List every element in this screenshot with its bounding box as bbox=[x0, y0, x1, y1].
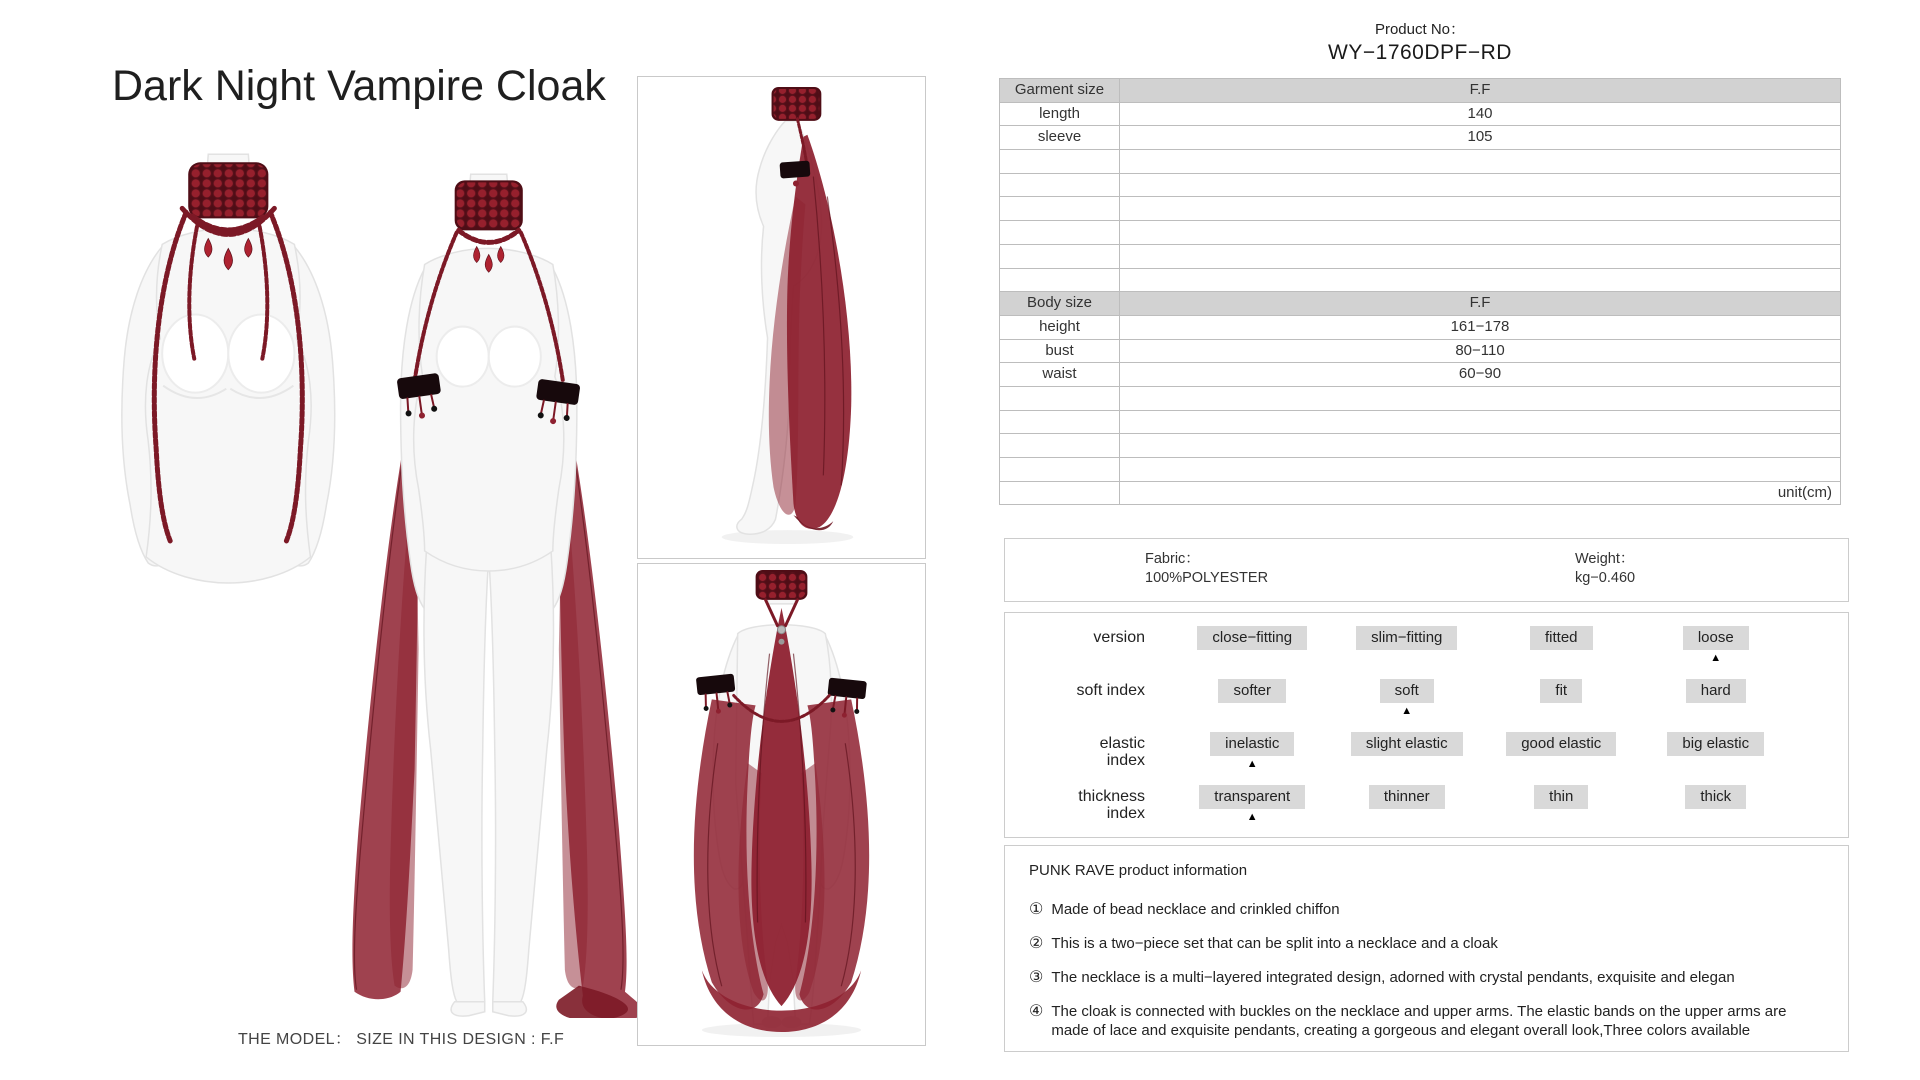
empty-row bbox=[1000, 434, 1841, 458]
empty-row bbox=[1000, 244, 1841, 268]
selected-marker-icon bbox=[1639, 811, 1794, 826]
item-number: ③ bbox=[1029, 969, 1044, 986]
mannequin-full-cloak bbox=[352, 174, 643, 1018]
matrix-option: inelastic bbox=[1210, 732, 1294, 756]
selected-marker-icon bbox=[1639, 705, 1794, 720]
product-info-item bbox=[1029, 1002, 1824, 1040]
selected-marker-icon bbox=[1484, 811, 1639, 826]
empty-row bbox=[1000, 386, 1841, 410]
matrix-option: thinner bbox=[1369, 785, 1445, 809]
fabric-weight-panel bbox=[1004, 538, 1849, 602]
selected-marker-icon bbox=[1484, 652, 1639, 667]
matrix-row-soft-index bbox=[1005, 679, 1793, 732]
matrix-option: good elastic bbox=[1506, 732, 1616, 756]
selected-marker-icon: ▲ bbox=[1246, 811, 1258, 823]
selected-marker-icon bbox=[1330, 652, 1485, 667]
matrix-option: fitted bbox=[1530, 626, 1593, 650]
body-size-header-value: F.F bbox=[1120, 292, 1841, 316]
unit-row bbox=[1000, 481, 1841, 505]
garment-size-header-label: Garment size bbox=[1000, 79, 1120, 103]
model-size-note: THE MODEL： SIZE IN THIS DESIGN : F.F bbox=[238, 1031, 565, 1048]
product-info-panel bbox=[1004, 845, 1849, 1052]
selected-marker-icon bbox=[1330, 811, 1485, 826]
empty-row bbox=[1000, 268, 1841, 292]
product-info-item bbox=[1029, 968, 1824, 987]
product-info-item bbox=[1029, 900, 1824, 919]
unit-label: unit(cm) bbox=[1120, 481, 1841, 505]
item-text: The necklace is a multi−layered integrated design, adorned with crystal pendants, exquisite and elegan bbox=[1051, 969, 1735, 986]
empty-row bbox=[1000, 197, 1841, 221]
matrix-option: loose bbox=[1683, 626, 1749, 650]
matrix-option: big elastic bbox=[1667, 732, 1764, 756]
cloak-back bbox=[694, 608, 869, 1032]
product-photo-front bbox=[58, 148, 644, 1018]
matrix-option: soft bbox=[1380, 679, 1434, 703]
row-label: bust bbox=[1000, 339, 1120, 363]
row-value: 105 bbox=[1120, 126, 1841, 150]
matrix-label: version bbox=[1093, 629, 1145, 646]
row-label: sleeve bbox=[1000, 126, 1120, 150]
matrix-option: transparent bbox=[1199, 785, 1305, 809]
row-label: length bbox=[1000, 102, 1120, 126]
row-value: 60−90 bbox=[1120, 363, 1841, 387]
page-title: Dark Night Vampire Cloak bbox=[112, 62, 606, 110]
item-number: ② bbox=[1029, 935, 1044, 952]
selected-marker-icon: ▲ bbox=[1401, 705, 1413, 717]
mannequin-bust bbox=[122, 154, 335, 583]
selected-marker-icon bbox=[1175, 705, 1330, 720]
table-row bbox=[1000, 102, 1841, 126]
selected-marker-icon bbox=[1639, 758, 1794, 773]
matrix-label: elastic index bbox=[1099, 735, 1145, 769]
fabric-value: 100%POLYESTER bbox=[1145, 570, 1269, 586]
empty-row bbox=[1000, 173, 1841, 197]
matrix-option: thick bbox=[1685, 785, 1746, 809]
item-number: ① bbox=[1029, 901, 1044, 918]
matrix-label: thickness index bbox=[1078, 788, 1145, 822]
empty-row bbox=[1000, 458, 1841, 482]
empty-row bbox=[1000, 410, 1841, 434]
fabric-info bbox=[1145, 550, 1268, 588]
row-label: waist bbox=[1000, 363, 1120, 387]
item-text: The cloak is connected with buckles on the necklace and upper arms. The elastic bands on the upper arms are made of lace and exquisite pendants, creating a gorgeous and elegant overall look,Three colors available bbox=[1051, 1003, 1787, 1039]
selected-marker-icon: ▲ bbox=[1246, 758, 1258, 770]
matrix-label: soft index bbox=[1076, 682, 1145, 699]
matrix-option: slim−fitting bbox=[1356, 626, 1457, 650]
weight-value: kg−0.460 bbox=[1575, 570, 1636, 586]
empty-row bbox=[1000, 150, 1841, 174]
selected-marker-icon bbox=[1484, 705, 1639, 720]
matrix-row-version bbox=[1005, 626, 1793, 679]
weight-info bbox=[1575, 550, 1635, 588]
table-row bbox=[1000, 363, 1841, 387]
table-row bbox=[1000, 315, 1841, 339]
matrix-option: fit bbox=[1540, 679, 1582, 703]
item-text: This is a two−piece set that can be split into a necklace and a cloak bbox=[1051, 935, 1498, 952]
product-no-label: Product No： bbox=[1374, 21, 1466, 38]
item-number: ④ bbox=[1029, 1003, 1044, 1020]
matrix-row-elastic-index bbox=[1005, 732, 1793, 785]
size-table bbox=[999, 78, 1841, 505]
selected-marker-icon: ▲ bbox=[1710, 652, 1722, 664]
table-row bbox=[1000, 126, 1841, 150]
body-size-header-label: Body size bbox=[1000, 292, 1120, 316]
row-label: height bbox=[1000, 315, 1120, 339]
matrix-option: slight elastic bbox=[1351, 732, 1463, 756]
empty-row bbox=[1000, 221, 1841, 245]
attribute-matrix-panel bbox=[1004, 612, 1849, 838]
row-value: 80−110 bbox=[1120, 339, 1841, 363]
selected-marker-icon bbox=[1330, 758, 1485, 773]
product-number-block bbox=[999, 18, 1841, 65]
matrix-option: thin bbox=[1534, 785, 1588, 809]
weight-label: Weight： bbox=[1575, 551, 1635, 567]
product-info-item bbox=[1029, 934, 1824, 953]
matrix-option: hard bbox=[1686, 679, 1746, 703]
matrix-option: close−fitting bbox=[1197, 626, 1307, 650]
matrix-option: softer bbox=[1218, 679, 1286, 703]
selected-marker-icon bbox=[1484, 758, 1639, 773]
item-text: Made of bead necklace and crinkled chiffon bbox=[1051, 901, 1340, 918]
table-row bbox=[1000, 339, 1841, 363]
product-photo-back bbox=[637, 563, 926, 1046]
product-info-title: PUNK RAVE product information bbox=[1029, 862, 1248, 879]
garment-size-header-row bbox=[1000, 79, 1841, 103]
body-size-header-row bbox=[1000, 292, 1841, 316]
product-photo-side bbox=[637, 76, 926, 559]
row-value: 161−178 bbox=[1120, 315, 1841, 339]
selected-marker-icon bbox=[1175, 652, 1330, 667]
fabric-label: Fabric： bbox=[1145, 551, 1200, 567]
garment-size-header-value: F.F bbox=[1120, 79, 1841, 103]
row-value: 140 bbox=[1120, 102, 1841, 126]
product-no-value: WY−1760DPF−RD bbox=[1328, 41, 1512, 64]
matrix-row-thickness-index bbox=[1005, 785, 1793, 838]
